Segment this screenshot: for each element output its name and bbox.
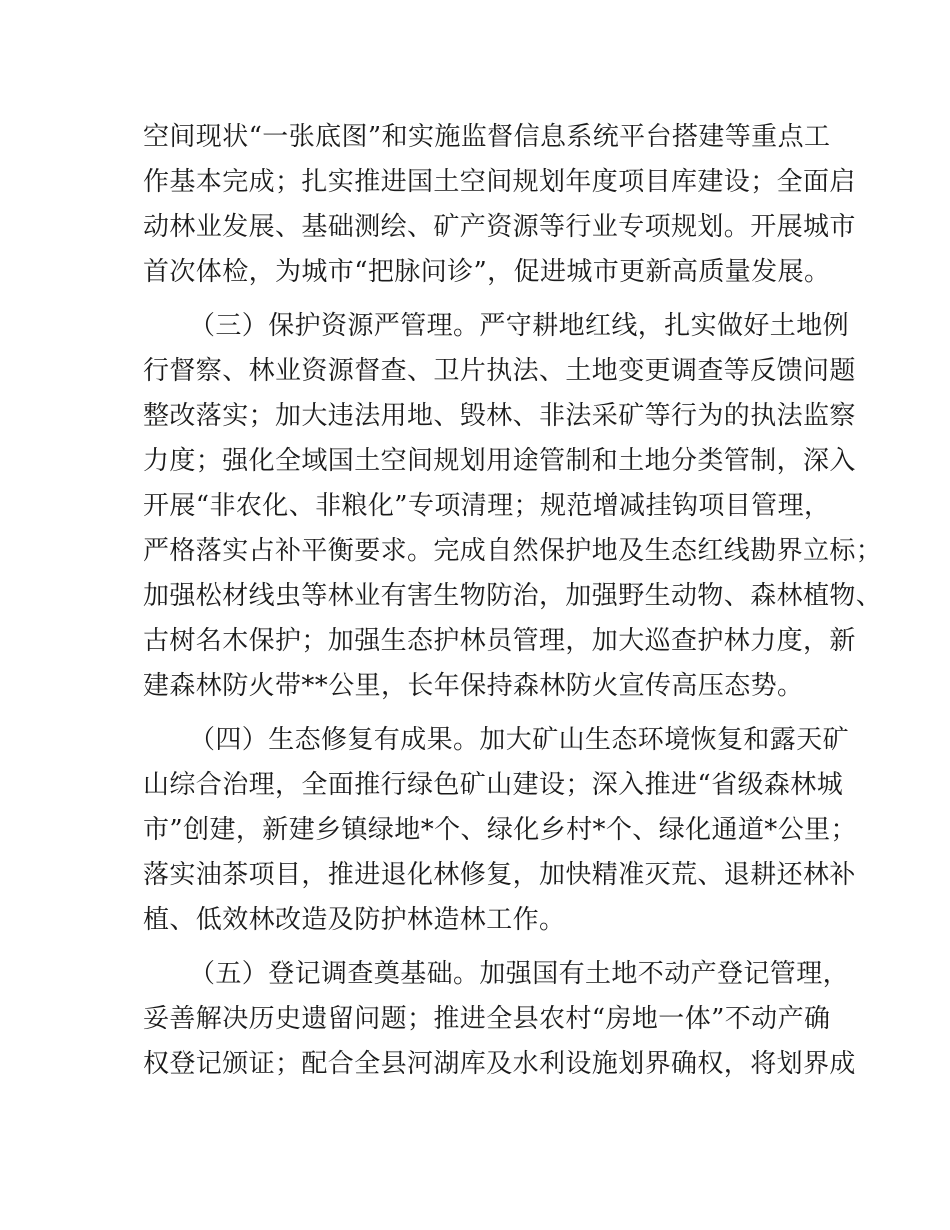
text-line: 作基本完成；扎实推进国土空间规划年度项目库建设；全面启 [143,167,856,197]
text-line: 严格落实占补平衡要求。完成自然保护地及生态红线勘界立标； [143,536,883,566]
paragraph-planning-continued [143,115,856,295]
text-line: 古树名木保护；加强生态护林员管理，加大巡查护林力度，新 [143,626,856,656]
text-line: 落实油茶项目，推进退化林修复，加快精准灭荒、退耕还林补 [143,860,856,890]
text-line: （三）保护资源严管理。严守耕地红线，扎实做好土地例 [189,311,850,341]
text-line: 妥善解决历史遗留问题；推进全县农村“房地一体”不动产确 [143,1004,831,1034]
text-line: 动林业发展、基础测绘、矿产资源等行业专项规划。开展城市 [143,212,856,242]
text-line: 市”创建，新建乡镇绿地*个、绿化乡村*个、绿化通道*公里； [143,815,857,845]
text-line: 植、低效林改造及防护林造林工作。 [143,905,566,935]
text-line: 行督察、林业资源督查、卫片执法、土地变更调查等反馈问题 [143,356,856,386]
text-line: 力度；强化全域国土空间规划用途管制和土地分类管制，深入 [143,446,856,476]
text-line: 加强松材线虫等林业有害生物防治，加强野生动物、森林植物、 [143,581,883,611]
text-line: （五）登记调查奠基础。加强国有土地不动产登记管理， [189,959,850,989]
document-body [143,115,883,1087]
text-line: （四）生态修复有成果。加大矿山生态环境恢复和露天矿 [189,725,850,755]
text-line: 权登记颁证；配合全县河湖库及水利设施划界确权，将划界成 [143,1049,856,1079]
text-line: 整改落实；加大违法用地、毁林、非法采矿等行为的执法监察 [143,401,856,431]
text-line: 首次体检，为城市“把脉问诊”，促进城市更新高质量发展。 [143,257,831,287]
text-line: 空间现状“一张底图”和实施监督信息系统平台搭建等重点工 [143,122,831,152]
paragraph-section-5 [143,952,856,1087]
paragraph-section-4 [143,718,857,943]
text-line: 建森林防火带**公里，长年保持森林防火宣传高压态势。 [143,671,804,701]
text-line: 山综合治理，全面推行绿色矿山建设；深入推进“省级森林城 [143,770,844,800]
paragraph-section-3 [143,304,883,709]
text-line: 开展“非农化、非粮化”专项清理；规范增减挂钩项目管理， [143,491,831,521]
